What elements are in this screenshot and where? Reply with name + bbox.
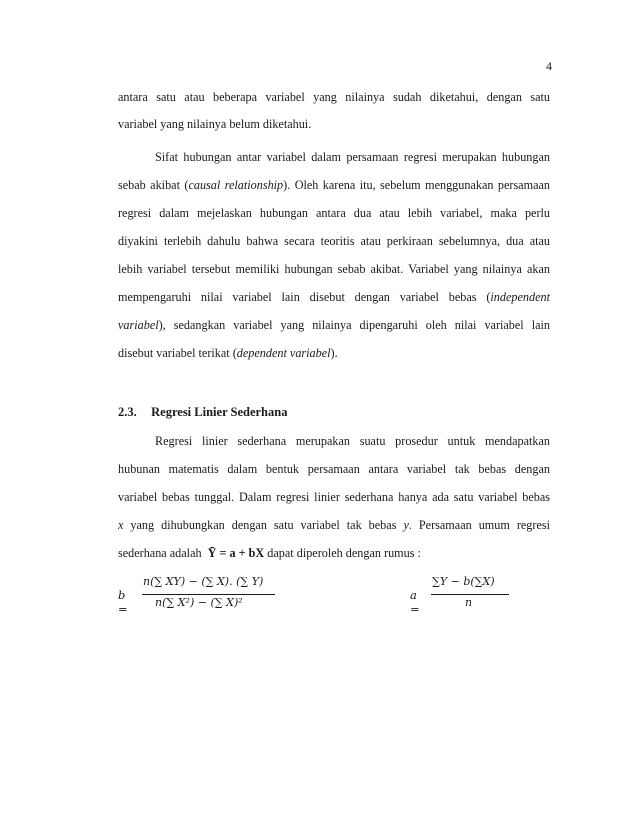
formula-a-denominator: n	[465, 596, 473, 609]
paragraph-3-line-2: hubunan matematis dalam bentuk persamaan antara variabel tak bebas dengan	[118, 462, 550, 476]
italic-term: dependent variabel	[236, 346, 331, 360]
text-run: . Persamaan umum regresi	[408, 518, 550, 532]
formula-a-numerator: ∑Y − b(∑X)	[432, 575, 495, 588]
paragraph-3-line-5	[118, 545, 550, 561]
paragraph-2-line-1: Sifat hubungan antar variabel dalam persamaan regresi merupakan hubungan	[155, 150, 550, 164]
paragraph-1-line-2: variabel yang nilainya belum diketahui.	[118, 117, 312, 131]
italic-term: independent	[490, 290, 550, 304]
paragraph-2-line-3: regresi dalam mejelaskan hubungan antara dua atau lebih variabel, maka perlu	[118, 206, 550, 220]
text-run: sebab akibat (	[118, 178, 189, 192]
paragraph-1-line-1: antara satu atau beberapa variabel yang nilainya sudah diketahui, dengan satu	[118, 90, 550, 104]
text-run: ), sedangkan variabel yang nilainya dipengaruhi oleh nilai variabel lain	[158, 318, 550, 332]
italic-term: causal relationship	[188, 178, 284, 192]
section-title: Regresi Linier Sederhana	[151, 405, 288, 419]
formula-a-lhs: a =	[410, 588, 420, 616]
text-run: dapat diperoleh dengan rumus :	[264, 546, 421, 560]
formula-b-fraction-bar	[142, 594, 275, 595]
text-run: mempengaruhi nilai variabel lain disebut dengan variabel bebas (	[118, 290, 491, 304]
regression-equation: Ȳ = a + bX	[207, 546, 265, 560]
formula-b-lhs: b =	[118, 588, 128, 616]
text-run: sederhana adalah	[118, 546, 205, 560]
paragraph-2-line-2	[118, 177, 550, 193]
paragraph-3-line-3: variabel bebas tunggal. Dalam regresi linier sederhana hanya ada satu variabel bebas	[118, 490, 550, 504]
formula-b-denominator: n(∑ X²) − (∑ X)²	[155, 596, 243, 609]
paragraph-2-line-8	[118, 345, 550, 361]
paragraph-2-line-6	[118, 289, 550, 305]
paragraph-3-line-1: Regresi linier sederhana merupakan suatu prosedur untuk mendapatkan	[155, 434, 550, 448]
text-run: ). Oleh karena itu, sebelum menggunakan persamaan	[283, 178, 550, 192]
variable-y: y	[403, 518, 409, 532]
paragraph-2-line-4: diyakini terlebih dahulu bahwa secara teoritis atau perkiraan sebelumnya, dua atau	[118, 234, 550, 248]
formula-a-fraction-bar	[431, 594, 509, 595]
section-heading	[118, 405, 287, 420]
italic-term: variabel	[118, 318, 159, 332]
text-run: disebut variabel terikat (	[118, 346, 237, 360]
paragraph-2-line-5: lebih variabel tersebut memiliki hubungan sebab akibat. Variabel yang nilainya akan	[118, 262, 550, 276]
variable-x: x	[118, 518, 124, 532]
text-run: yang dihubungkan dengan satu variabel tak bebas	[123, 518, 404, 532]
paragraph-2-line-7	[118, 317, 550, 333]
text-run: ).	[330, 346, 338, 360]
paragraph-3-line-4	[118, 517, 550, 533]
page-number: 4	[546, 59, 552, 73]
section-number: 2.3.	[118, 405, 137, 419]
formula-b-numerator: n(∑ XY) − (∑ X). (∑ Y)	[143, 575, 264, 588]
